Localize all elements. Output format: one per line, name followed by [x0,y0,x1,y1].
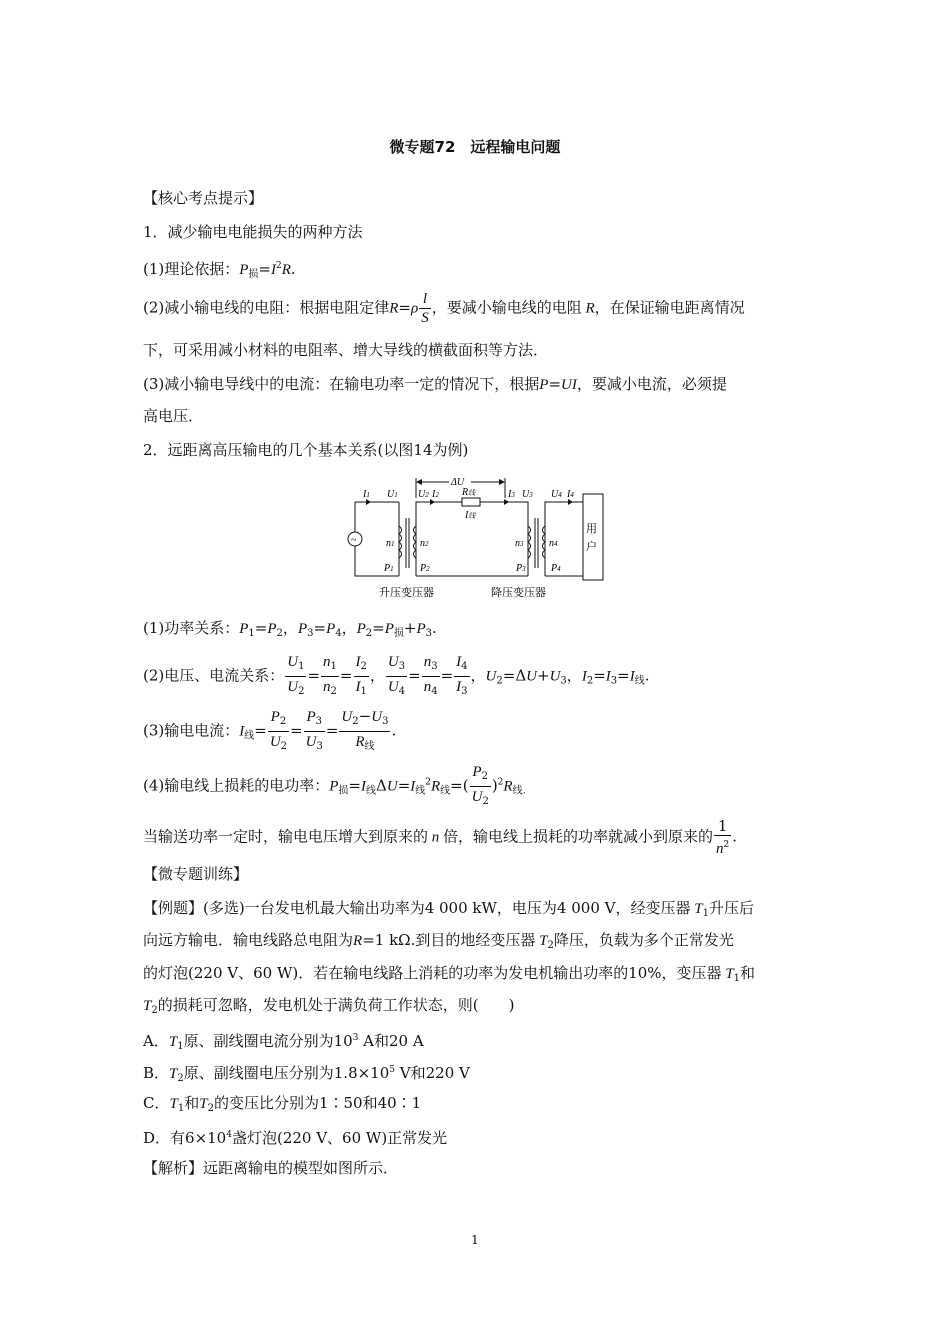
example-line-1: 【例题】(多选)一台发电机最大输出功率为4 000 kW，电压为4 000 V，经变压器 $T_1$升压后 [143,899,754,919]
point1-theory-label: (1)理论依据： [143,260,240,278]
svg-text:U1: U1 [387,489,398,500]
svg-text:R线: R线 [462,487,476,498]
conclusion-line: 当输送功率一定时，输电电压增大到原来的 n 倍，输电线上损耗的功率就减小到原来的 $\frac{1}{n^2}$ . [143,817,738,857]
svg-text:P1: P1 [384,563,394,574]
user-box-label-2: 户 [586,541,597,553]
example-line-1-end: 升压后 [708,899,754,917]
option-d-text-2: 盏灯泡(220 V、60 W)正常发光 [231,1129,448,1147]
svg-text:P3: P3 [516,563,526,574]
example-line-2-text: 向远方输电．输电线路总电阻为 [143,931,354,949]
point1-current-suffix: ，要减小电流，必须提 [576,375,727,393]
option-d: D．有$6\times 10^4$盏灯泡(220 V、60 W)正常发光 [143,1129,448,1147]
svg-text:I2: I2 [432,489,439,500]
option-a-text: 原、副线圈电流分别为10 [183,1032,353,1050]
example-line-2-end: 降压，负载为多个正常发光 [553,931,734,949]
option-c-text: 和 [184,1094,200,1112]
step-down-transformer-label: 降压变压器 [491,587,546,599]
svg-text:I3: I3 [508,489,515,500]
example-line-2-mid: =1 kΩ.到目的地经变压器 [362,931,536,949]
conclusion-mid-text: 倍，输电线上损耗的功率就减小到原来的 [443,827,714,846]
svg-text:I4: I4 [567,489,574,500]
point1-resistance-line2: 下，可采用减小材料的电阻率、增大导线的横截面积等方法． [143,341,549,359]
point1-theory: (1)理论依据：$P_损=I^2R$. [143,260,296,280]
option-b-text: 原、副线圈电压分别为1.8×10 [183,1064,390,1082]
svg-text:~: ~ [351,535,357,546]
svg-text:n3: n3 [515,538,524,549]
svg-text:U3: U3 [522,489,533,500]
point1-resistance: (2)减小输电线的电阻：根据电阻定律R=ρ $\frac{l}{S}$ ，要减小输电线的电阻 R，在保证输电距离情况 [143,291,745,326]
relation-voltage-label: (2)电压、电流关系： [143,666,285,685]
example-line-3: 的灯泡(220 V、60 W)．若在输电线路上消耗的功率为发电机输出功率的10%，变压器 $T_1$和 [143,964,756,984]
option-b: B．$T_2$原、副线圈电压分别为$1.8\times 10^5$ V和220 V [143,1064,470,1084]
core-hint-heading: 【核心考点提示】 [143,189,264,207]
option-a: A．$T_1$原、副线圈电流分别为$10^3$ A和20 A [143,1032,424,1052]
option-b-text-2: V和220 V [395,1064,470,1082]
example-line-3-end: 和 [740,964,756,982]
option-c-letter: C． [143,1094,170,1112]
svg-text:P4: P4 [551,563,561,574]
example-line-4: $T_2$的损耗可忽略，发电机处于满负荷工作状态，则( ) [143,996,515,1016]
example-line-1-text: 【例题】(多选)一台发电机最大输出功率为4 000 kW，电压为4 000 V，经变压器 [143,899,691,917]
point1-resistance-suffix2: ，在保证输电距离情况 [594,298,745,317]
conclusion-text: 当输送功率一定时，输电电压增大到原来的 [143,827,429,846]
option-a-text-2: A和20 A [358,1032,424,1050]
example-line-2: 向远方输电．输电线路总电阻为R=1 kΩ.到目的地经变压器 $T_2$降压，负载为多个正常发光 [143,931,734,951]
page-title: 微专题72 远程输电问题 [389,138,561,156]
svg-text:n2: n2 [420,538,429,549]
relation-line-current: (3)输电电流：$I_线=$ $\frac{P_2}{U_2}$ = $\frac{P_3}{U_3}$ = $\frac{U_2-U_3}{R_线}$ . [143,707,397,752]
relation-line-current-label: (3)输电电流： [143,721,240,740]
point1-current-line2: 高电压． [143,407,204,425]
svg-text:ΔU: ΔU [451,477,465,488]
option-c-text-2: 的变压比分别为1∶50和40∶1 [213,1094,422,1112]
relation-line-loss: (4)输电线上损耗的电功率：$P_损=I_线\Delta U=I_线^2R_线=$( $\frac{P_2}{U_2}$ )$^2R_{线.}$ [143,764,526,807]
user-box-label-1: 用 [586,523,597,535]
relation-power: (1)功率关系：$P_1=P_2$，$P_3=P_4$，$P_2=P_损+P_3$. [143,619,437,639]
step-up-transformer-label: 升压变压器 [379,587,434,599]
point1-heading: 1．减少输电电能损失的两种方法 [143,223,363,241]
point2-heading: 2．远距离高压输电的几个基本关系(以图14为例) [143,441,469,459]
svg-text:P2: P2 [420,563,430,574]
svg-text:U4: U4 [551,489,562,500]
example-line-4-text: 的损耗可忽略，发电机处于满负荷工作状态，则( ) [157,996,515,1014]
svg-text:I线: I线 [465,510,476,521]
point1-current-label: (3)减小输电导线中的电流：在输电功率一定的情况下，根据 [143,375,540,393]
option-a-letter: A． [143,1032,169,1050]
svg-text:n1: n1 [386,538,395,549]
option-b-letter: B． [143,1064,170,1082]
relation-power-label: (1)功率关系： [143,619,240,637]
transmission-circuit-diagram [345,468,615,600]
option-d-text: D．有6×10 [143,1129,227,1147]
option-c: C．$T_1$和$T_2$的变压比分别为1∶50和40∶1 [143,1094,422,1114]
point1-resistance-label: (2)减小输电线的电阻：根据电阻定律 [143,298,390,317]
example-line-3-text: 的灯泡(220 V、60 W)．若在输电线路上消耗的功率为发电机输出功率的10%，变压器 [143,964,722,982]
svg-text:U2: U2 [418,489,429,500]
analysis-line: 【解析】远距离输电的模型如图所示． [143,1159,399,1177]
point1-current: (3)减小输电导线中的电流：在输电功率一定的情况下，根据P=UI，要减小电流，必须提 [143,375,727,393]
svg-text:n4: n4 [549,538,558,549]
relation-voltage-current: (2)电压、电流关系： $\frac{U_1}{U_2}$ = $\frac{n_1}{n_2}$ = $\frac{I_2}{I_1}$ ， $\frac{U_3}{U_4}$ = $\frac{n_3}{n_4}$ = $\frac{I_4}{I_3}$ ，$U_2=\Delta U+U_3$，$I_2=I_3=I_线$. [143,654,650,697]
relation-line-loss-label: (4)输电线上损耗的电功率： [143,776,330,795]
page-number: 1 [471,1233,479,1247]
svg-text:I1: I1 [363,489,370,500]
training-heading: 【微专题训练】 [143,865,249,883]
point1-resistance-suffix: ，要减小输电线的电阻 [431,298,582,317]
